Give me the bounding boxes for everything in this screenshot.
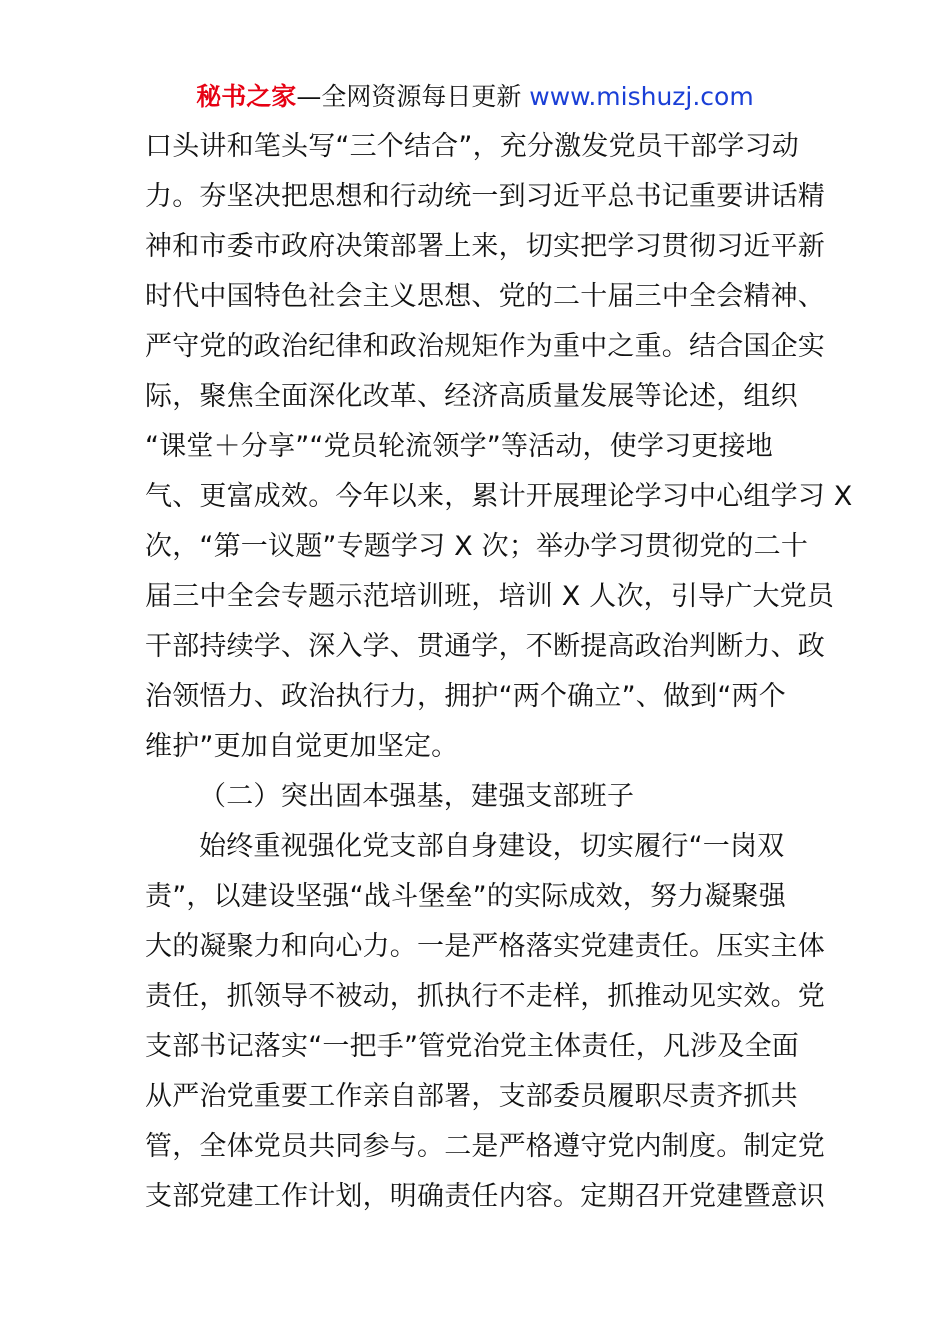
text-line: 支部党建工作计划，明确责任内容。定期召开党建暨意识 [145,1181,825,1212]
text-line: 管，全体党员共同参与。二是严格遵守党内制度。制定党 [145,1131,825,1162]
text-line: 气、更富成效。今年以来，累计开展理论学习中心组学习 X [145,481,853,512]
text-line: 大的凝聚力和向心力。一是严格落实党建责任。压实主体 [145,931,825,962]
text-line: 责”，以建设坚强“战斗堡垒”的实际成效，努力凝聚强 [145,881,786,912]
text-line: 时代中国特色社会主义思想、党的二十届三中全会精神、 [145,281,825,312]
text-line: 届三中全会专题示范培训班，培训 X 人次，引导广大党员 [145,581,835,612]
site-header [0,80,950,114]
text-line: 际，聚焦全面深化改革、经济高质量发展等论述，组织 [145,381,798,412]
text-line: 治领悟力、政治执行力，拥护“两个确立”、做到“两个 [145,681,786,712]
text-line: 神和市委市政府决策部署上来，切实把学习贯彻习近平新 [145,231,825,262]
text-line: 力。夯坚决把思想和行动统一到习近平总书记重要讲话精 [145,181,825,212]
text-line: 次，“第一议题”专题学习 X 次；举办学习贯彻党的二十 [145,531,809,562]
text-line: 维护”更加自觉更加坚定。 [145,731,459,762]
text-line: 责任，抓领导不被动，抓执行不走样，抓推动见实效。党 [145,981,825,1012]
brand-name: 秘书之家 [196,82,297,111]
text-line: 从严治党重要工作亲自部署，支部委员履职尽责齐抓共 [145,1081,798,1112]
header-tagline: —全网资源每日更新 [296,82,522,111]
text-line: 支部书记落实“一把手”管党治党主体责任，凡涉及全面 [145,1031,799,1062]
text-line: “课堂＋分享”“党员轮流领学”等活动，使学习更接地 [145,431,773,462]
text-line: 严守党的政治纪律和政治规矩作为重中之重。结合国企实 [145,331,825,362]
paragraph-first-line: 始终重视强化党支部自身建设，切实履行“一岗双 [199,831,785,862]
section-heading: （二）突出固本强基，建强支部班子 [199,781,635,812]
site-url[interactable]: www.mishuzj.com [529,82,754,111]
text-line: 口头讲和笔头写“三个结合”，充分激发党员干部学习动 [145,131,799,162]
document-body [145,122,853,1222]
text-line: 干部持续学、深入学、贯通学，不断提高政治判断力、政 [145,631,825,662]
